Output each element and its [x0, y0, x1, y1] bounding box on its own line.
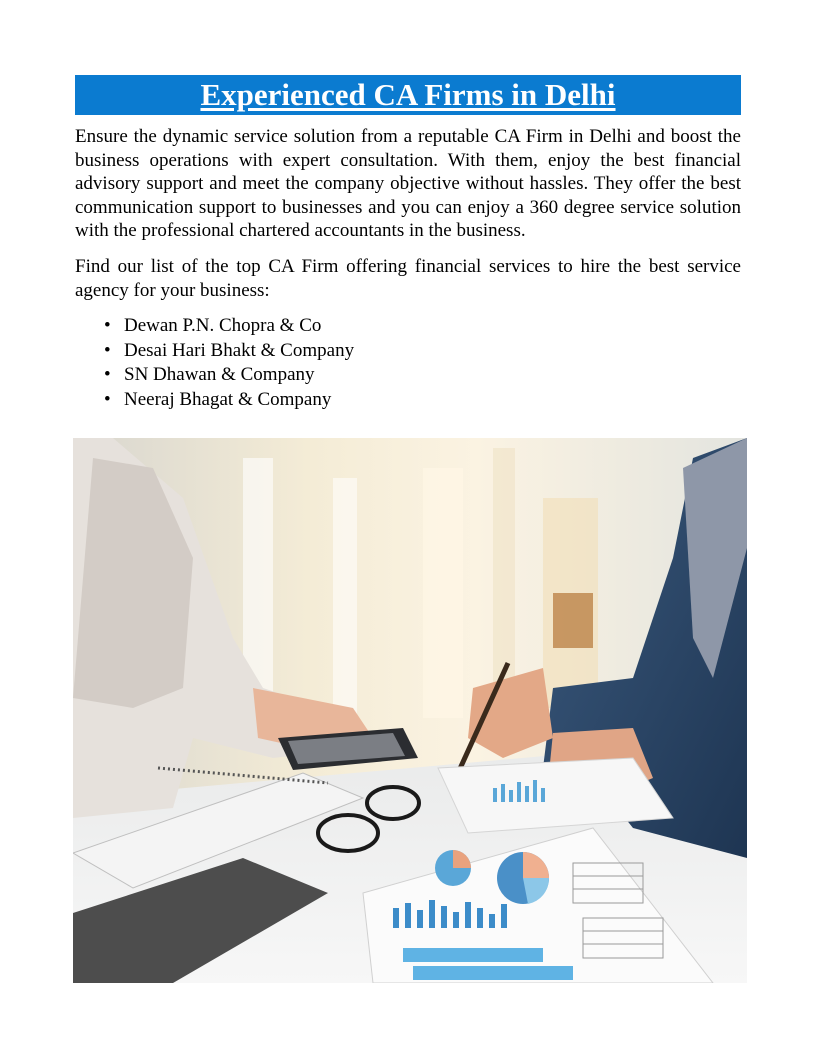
bullet-icon: •: [104, 388, 111, 410]
page-title: Experienced CA Firms in Delhi: [200, 77, 616, 112]
list-intro-paragraph: Find our list of the top CA Firm offering financial services to hire the best service agency for your business:: [75, 255, 741, 301]
firm-name: SN Dhawan & Company: [124, 364, 315, 386]
firm-name: Neeraj Bhagat & Company: [124, 388, 332, 410]
bullet-icon: •: [104, 315, 111, 337]
firm-name: Dewan P.N. Chopra & Co: [124, 315, 322, 337]
firm-list: [75, 314, 741, 412]
list-item: [104, 388, 741, 413]
bullet-icon: •: [104, 339, 111, 361]
bullet-icon: •: [104, 364, 111, 386]
intro-paragraph: Ensure the dynamic service solution from a reputable CA Firm in Delhi and boost the business operations with expert consultation. With them, enjoy the best financial advisory support and meet the company objective without hassles. They offer the best communication support to businesses and you can enjoy a 360 degree service solution with the professional chartered accountants in the business.: [75, 126, 741, 242]
document-page: [75, 75, 741, 412]
list-item: [104, 363, 741, 388]
office-meeting-photo: [73, 438, 747, 983]
list-item: [104, 314, 741, 339]
title-bar: [75, 75, 741, 115]
firm-name: Desai Hari Bhakt & Company: [124, 339, 355, 361]
list-item: [104, 339, 741, 364]
